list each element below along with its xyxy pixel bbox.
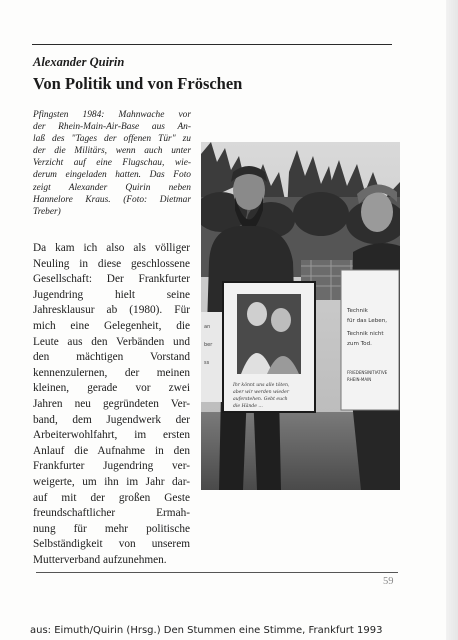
caption-line: derum eingeladen hatten. Das Foto <box>33 170 191 181</box>
body-line: Arbeiterwohlfahrt, im ersten <box>33 429 190 442</box>
body-line: Frankfurter Jugendring ver- <box>33 460 190 473</box>
svg-text:Technik nicht: Technik nicht <box>347 331 384 337</box>
top-rule <box>32 44 392 45</box>
body-line: nung für mehr politische <box>33 522 190 535</box>
body-line: Da kam ich also als völliger <box>33 242 190 254</box>
article-title: Von Politik und von Fröschen <box>33 74 243 93</box>
svg-text:ss: ss <box>204 360 210 366</box>
body-line: Jahresklausur ab (1980). Für <box>33 304 190 317</box>
body-line: kennenzulernen, der meinen <box>33 366 190 379</box>
body-line: Mutterverband aufzunehmen. <box>33 553 167 566</box>
caption-line: Pfingsten 1984: Mahnwache vor <box>33 110 191 120</box>
source-citation: aus: Eimuth/Quirin (Hrsg.) Den Stummen eine Stimme, Frankfurt 1993 <box>30 625 383 636</box>
body-line: kleinen, gerade vor zwei <box>33 382 190 395</box>
photo-caption <box>33 109 191 218</box>
svg-text:aber wir werden wieder: aber wir werden wieder <box>233 390 290 395</box>
caption-line: laß des "Tages der offenen Tür" zu <box>33 134 191 145</box>
svg-text:an: an <box>204 324 211 330</box>
body-line: Neuling in diese geschlossene <box>33 257 190 270</box>
body-line: auf mit der großen Geste <box>33 491 190 504</box>
photo-illustration <box>201 142 400 490</box>
caption-line: der die Militärs, wenn auch unter <box>33 146 191 157</box>
body-line: band, dem Jugendwerk der <box>33 413 190 426</box>
caption-line: Verzicht auf eine Flugschau, wie- <box>33 158 191 169</box>
svg-text:Ihr könnt uns alle töten,: Ihr könnt uns alle töten, <box>233 383 290 388</box>
body-line: freundschaftlicher Ermah- <box>33 507 190 520</box>
svg-text:FRIEDENSINITIATIVE: FRIEDENSINITIATIVE <box>347 370 388 375</box>
body-line: den mächtigen Vorstand <box>33 351 190 364</box>
body-line: Leute aus den Verbänden und <box>33 335 190 348</box>
svg-text:auferstehen. Gebt euch: auferstehen. Gebt euch <box>233 397 288 402</box>
body-line: Gesellschaft: Der Frankfurter <box>33 273 190 286</box>
article-body <box>33 241 190 568</box>
svg-text:Technik: Technik <box>347 308 368 314</box>
body-line: Jahren neu gegründeten Ver- <box>33 397 190 410</box>
svg-text:ber: ber <box>204 342 213 348</box>
body-line: Selbständigkeit von unserem <box>33 538 190 551</box>
body-line: mich eine Gelegenheit, die <box>33 319 190 332</box>
caption-line: Hannelore Kraus. (Foto: Dietmar <box>33 194 191 205</box>
svg-text:zum Tod.: zum Tod. <box>347 341 372 347</box>
page-number: 59 <box>383 576 394 587</box>
scan-edge <box>446 0 458 640</box>
caption-line: zeigt Alexander Quirin neben <box>33 182 191 193</box>
author-name: Alexander Quirin <box>33 55 125 69</box>
body-line: weigerte, um ihn im Jahr dar- <box>33 475 190 488</box>
bottom-rule <box>36 572 398 573</box>
svg-text:die Hände ...: die Hände ... <box>233 404 263 409</box>
vigil-photo <box>201 142 400 490</box>
body-line: Anlauf die Aufnahme in den <box>33 444 190 457</box>
caption-line: der Rhein-Main-Air-Base aus An- <box>33 122 191 133</box>
svg-text:RHEIN-MAIN: RHEIN-MAIN <box>347 377 372 382</box>
caption-line: Treber) <box>33 206 61 217</box>
body-line: Jugendring hielt seine <box>33 288 190 301</box>
svg-text:für das Leben,: für das Leben, <box>347 318 388 324</box>
